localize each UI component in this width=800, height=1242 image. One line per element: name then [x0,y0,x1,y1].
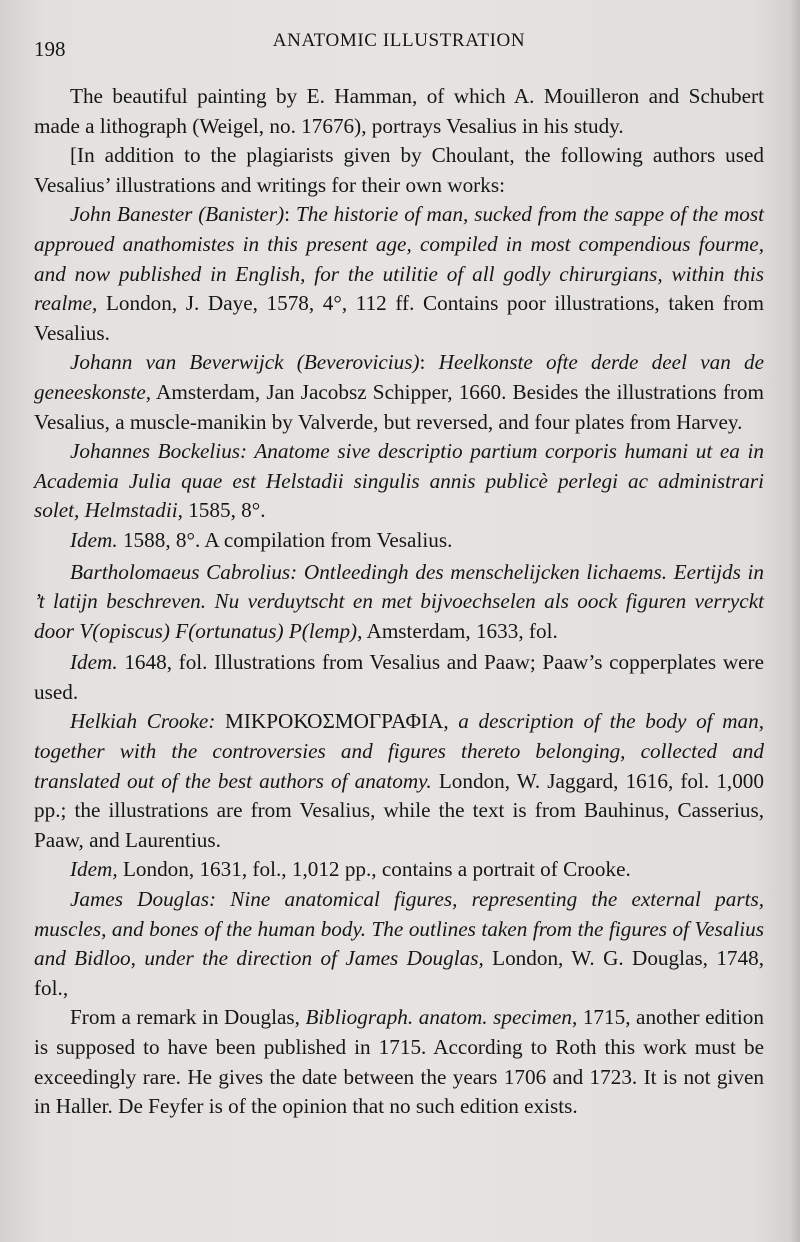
paragraph-hamman [34,82,764,141]
entry-separator: : [284,202,296,227]
entry-cabrolius-idem [34,648,764,707]
entry-letter-f: F [169,618,189,643]
entry-idem: Idem. [70,527,118,552]
entry-abbrev-f: (ortunatus) [188,618,284,643]
entry-idem: Idem. [70,650,118,675]
entry-imprint: London, 1631, fol., 1,012 pp., contains a portrait of Crooke. [117,857,631,882]
paragraph-text: [In addition to the plagiarists given by Choulant, the following authors used Vesalius’ illustrations and writings for their own works: [34,143,764,197]
paragraph-text: From a remark in Douglas, [70,1005,306,1030]
entry-greek-title: ΜΙΚΡΟΚΟΣΜΟΓΡΑΦΙΑ, [215,709,459,734]
entry-author-title: James Douglas: Nine anatomical figures, representing the external parts, muscles, and bones of the human body. The outlines taken from the figures of Vesalius and Bidloo, under the direction of James Douglas, [34,887,764,971]
paragraph-plagiarists-intro [34,141,764,200]
entry-idem: Idem, [70,857,118,882]
page-body [34,82,764,1122]
entry-author-alt: (Beverovicius) [296,350,420,375]
entry-bockelius-idem [34,526,764,556]
entry-letter-p: P [283,618,302,643]
paragraph-douglas-remark [34,1003,764,1121]
entry-crooke-idem [34,855,764,885]
entry-author: John Banester [70,202,193,227]
entry-bockelius [34,437,764,526]
page-number: 198 [34,37,66,61]
entry-imprint: 1648, fol. Illustrations from Vesalius and Paaw; Paaw’s copperplates were used. [34,650,764,704]
paragraph-cited-title: Bibliograph. anatom. specimen, [305,1005,578,1030]
page-header [34,30,764,60]
entry-imprint: 1585, 8°. [182,498,266,523]
page-spine-shadow [790,0,800,1242]
paragraph-text: The beautiful painting by E. Hamman, of which A. Mouilleron and Schubert made a lithograph (Weigel, no. 17676), portrays Vesalius in his study. [34,84,764,138]
entry-separator: : [419,350,439,375]
entry-abbrev-p: (lemp) [301,618,358,643]
entry-imprint: , Amsterdam, 1633, fol. [357,618,558,643]
running-title: ANATOMIC ILLUSTRATION [272,30,526,51]
entry-imprint: London, W. G. Douglas, 1748, fol., [34,946,764,1000]
entry-imprint: London, J. Daye, 1578, 4°, 112 ff. Contains poor illustrations, taken from Vesalius. [34,291,764,345]
entry-author-alt: (Banister) [198,202,285,227]
entry-imprint: 1588, 8°. A compilation from Vesalius. [117,527,453,552]
entry-author-title: Bartholomaeus Cabrolius: Ontleedingh des menschelijcken lichaems. Eertijds in ’t latijn beschreven. Nu verduytscht en met bijvoechselen als oock figuren verryckt door V [34,559,764,643]
entry-douglas [34,885,764,1003]
entry-banester [34,200,764,348]
entry-beverwijck [34,348,764,437]
entry-imprint: Amsterdam, Jan Jacobsz Schipper, 1660. Besides the illustrations from Vesalius, a muscle-manikin by Valverde, but reversed, and four plates from Harvey. [34,379,764,434]
entry-author: Johann van Beverwijck [70,350,284,375]
entry-title: a description of the body of man, together with the controversies and figures thereto belonging, collected and translated out of the best authors of anatomy. [34,709,764,793]
entry-abbrev-v: (opiscus) [92,618,170,643]
entry-author-title: Johannes Bockelius: Anatome sive descriptio partium corporis humani ut ea in Academia Julia quae est Helstadii singulis annis publicè perlegi ac administrari solet, Helmstadii, [34,439,764,523]
entry-cabrolius [34,558,764,647]
entry-title: The historie of man, sucked from the sappe of the most approued anathomistes in this present age, compiled in most compendious fourme, and now published in English, for the utilitie of all godly chirurgians, within this realme, [34,202,764,316]
entry-crooke [34,707,764,855]
entry-imprint: London, W. Jaggard, 1616, fol. 1,000 pp.; the illustrations are from Vesalius, while the text is from Bauhinus, Casserius, Paaw, and Laurentius. [34,768,764,852]
entry-title: Heelkonste ofte derde deel van de geneeskonste, [34,350,765,404]
paragraph-text: 1715, another edition is supposed to have been published in 1715. According to Roth this work must be exceedingly rare. He gives the date between the years 1706 and 1723. It is not given in Haller. De Feyfer is of the opinion that no such edition exists. [34,1005,764,1119]
entry-author: Helkiah Crooke: [70,709,216,734]
